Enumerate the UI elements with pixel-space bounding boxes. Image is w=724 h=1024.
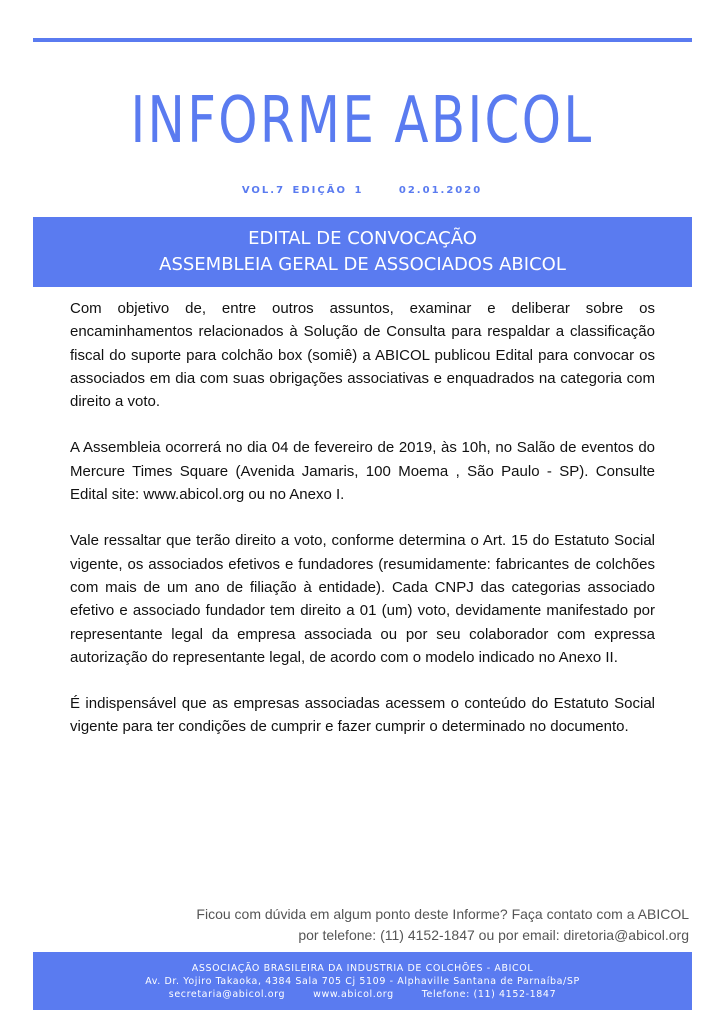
paragraph: É indispensável que as empresas associadas acessem o conteúdo do Estatuto Social vigente para ter condições de cumprir e fazer cumprir o determinado no documento. [70,695,655,736]
banner-subtitle: ASSEMBLEIA GERAL DE ASSOCIADOS ABICOL [159,254,566,275]
paragraph: Vale ressaltar que terão direito a voto, conforme determina o Art. 15 do Estatuto Social vigente, os associados efetivos e fundadores (resumidamente: fabricantes de colchões com mais de um ano de filiação à entidade). Cada CNPJ das categorias associado efetivo e associado fundador tem direito a 01 (um) voto, devidamente manifestado por representante legal da empresa associada ou por seu colaborador com expressa autorização do representante legal, de acordo com o modelo indicado no Anexo II. [70,532,655,666]
paragraph: Com objetivo de, entre outros assuntos, examinar e deliberar sobre os encaminhamentos relacionados à Solução de Consulta para respaldar a classificação fiscal do suporte para colchão box (somiê) a ABICOL publicou Edital para convocar os associados em dia com suas obrigações associativas e enquadrados na categoria com direito a voto. [70,300,655,411]
footer-phone: Telefone: (11) 4152-1847 [421,988,557,1000]
footer-org: ASSOCIAÇÃO BRASILEIRA DA INDUSTRIA DE COLCHÕES - ABICOL [191,962,534,974]
footer-site: www.abicol.org [313,988,394,1000]
contact-line: por telefone: (11) 4152-1847 ou por email: diretoria@abicol.org [298,927,689,943]
footer-contacts [33,988,692,1001]
footer-address: Av. Dr. Yojiro Takaoka, 4384 Sala 705 Cj 5109 - Alphaville Santana de Parnaíba/SP [145,975,580,987]
volume-label: VOL.7 [241,185,286,196]
contact-line: Ficou com dúvida em algum ponto deste Informe? Faça contato com a ABICOL [196,906,689,922]
paragraph: A Assembleia ocorrerá no dia 04 de fevereiro de 2019, às 10h, no Salão de eventos do Mercure Times Square (Avenida Jamaris, 100 Moema , São Paulo - SP). Consulte Edital site: www.abicol.org ou no Anexo I. [70,439,655,504]
banner-title: EDITAL DE CONVOCAÇÃO [248,228,477,249]
title-banner [33,217,692,287]
edition-line [0,185,724,196]
footer-email: secretaria@abicol.org [168,988,286,1000]
masthead-title: INFORME ABICOL [130,84,594,158]
top-rule [33,38,692,42]
footer-banner [33,952,692,1010]
issue-date: 02.01.2020 [398,185,483,196]
edition-label: EDIÇÃO 1 [292,185,364,196]
article-body [70,297,655,762]
contact-note [0,904,689,946]
